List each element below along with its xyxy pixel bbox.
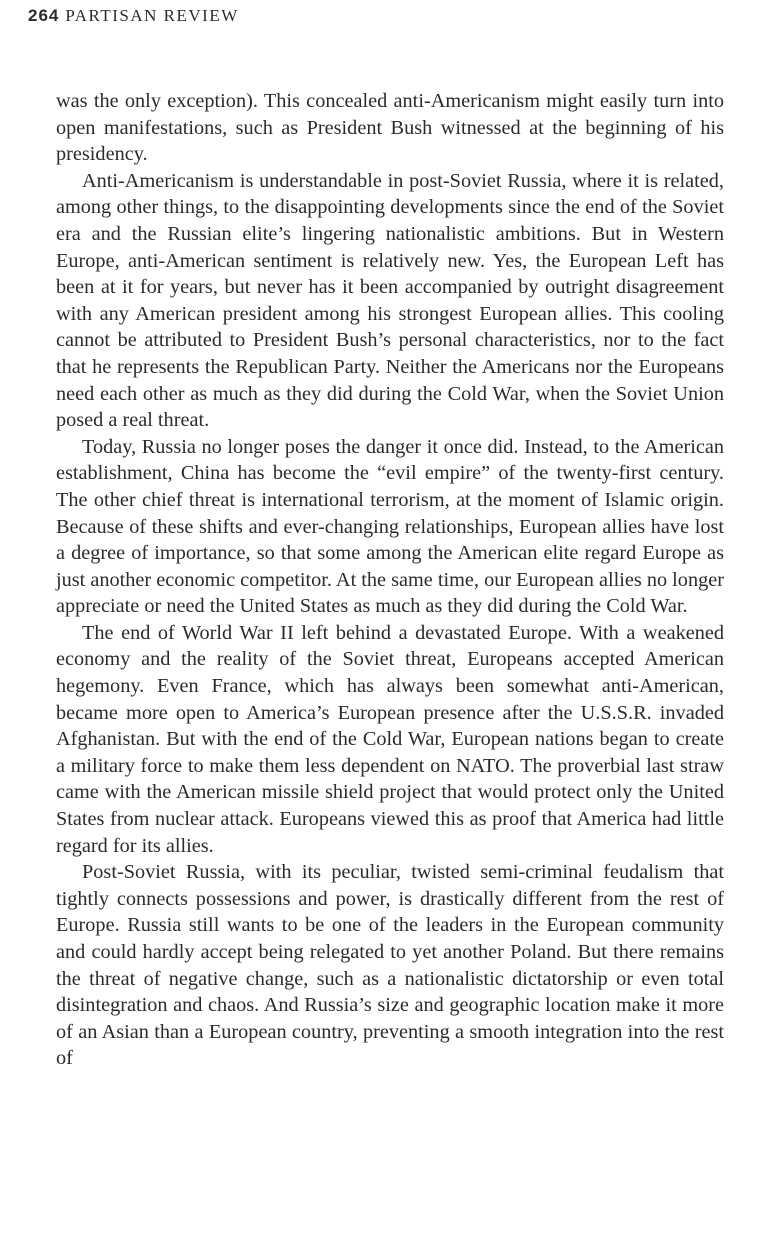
paragraph-3: Today, Russia no longer poses the danger it once did. Instead, to the American establishment, China has become the “evil empire” of the twenty-first century. The other chief threat is international terrorism, at the moment of Islamic origin. Because of these shifts and ever-changing relationships, European allies have lost a degree of importance, so that some among the American elite regard Europe as just another economic competitor. At the same time, our European allies no longer appreciate or need the United States as much as they did during the Cold War. — [56, 435, 724, 618]
paragraph-2: Anti-Americanism is understandable in post-Soviet Russia, where it is related, among other things, to the disappointing developments since the end of the Soviet era and the Russian elite’s lingering nationalistic ambitions. But in Western Europe, anti-American sentiment is relatively new. Yes, the European Left has been at it for years, but never has it been accompanied by outright disagreement with any American president among his strongest European allies. This cooling cannot be attributed to President Bush’s personal characteristics, nor to the fact that he represents the Republican Party. Neither the Americans nor the Europeans need each other as much as they did during the Cold War, when the Soviet Union posed a real threat. — [56, 169, 724, 432]
journal-title: PARTISAN REVIEW — [65, 6, 239, 25]
body-text — [56, 88, 724, 1072]
paragraph-4: The end of World War II left behind a devastated Europe. With a weakened economy and the reality of the Soviet threat, Europeans accepted American hegemony. Even France, which has always been somewhat anti-American, became more open to America’s European presence after the U.S.S.R. invaded Afghanistan. But with the end of the Cold War, European nations began to create a military force to make them less dependent on NATO. The proverbial last straw came with the American missile shield project that would protect only the United States from nuclear attack. Europeans viewed this as proof that America had little regard for its allies. — [56, 621, 724, 857]
paragraph-5: Post-Soviet Russia, with its peculiar, twisted semi-criminal feudalism that tightly connects possessions and power, is drastically different from the rest of Europe. Russia still wants to be one of the leaders in the European community and could hardly accept being relegated to yet another Poland. But there remains the threat of negative change, such as a nationalistic dictatorship or even total disintegration and chaos. And Russia’s size and geographic location make it more of an Asian than a European country, preventing a smooth integration into the rest of — [56, 861, 724, 1070]
running-head — [28, 6, 239, 26]
page-number: 264 — [28, 6, 60, 25]
paragraph-1: was the only exception). This concealed anti-Americanism might easily turn into open manifestations, such as President Bush witnessed at the beginning of his presidency. — [56, 90, 724, 166]
